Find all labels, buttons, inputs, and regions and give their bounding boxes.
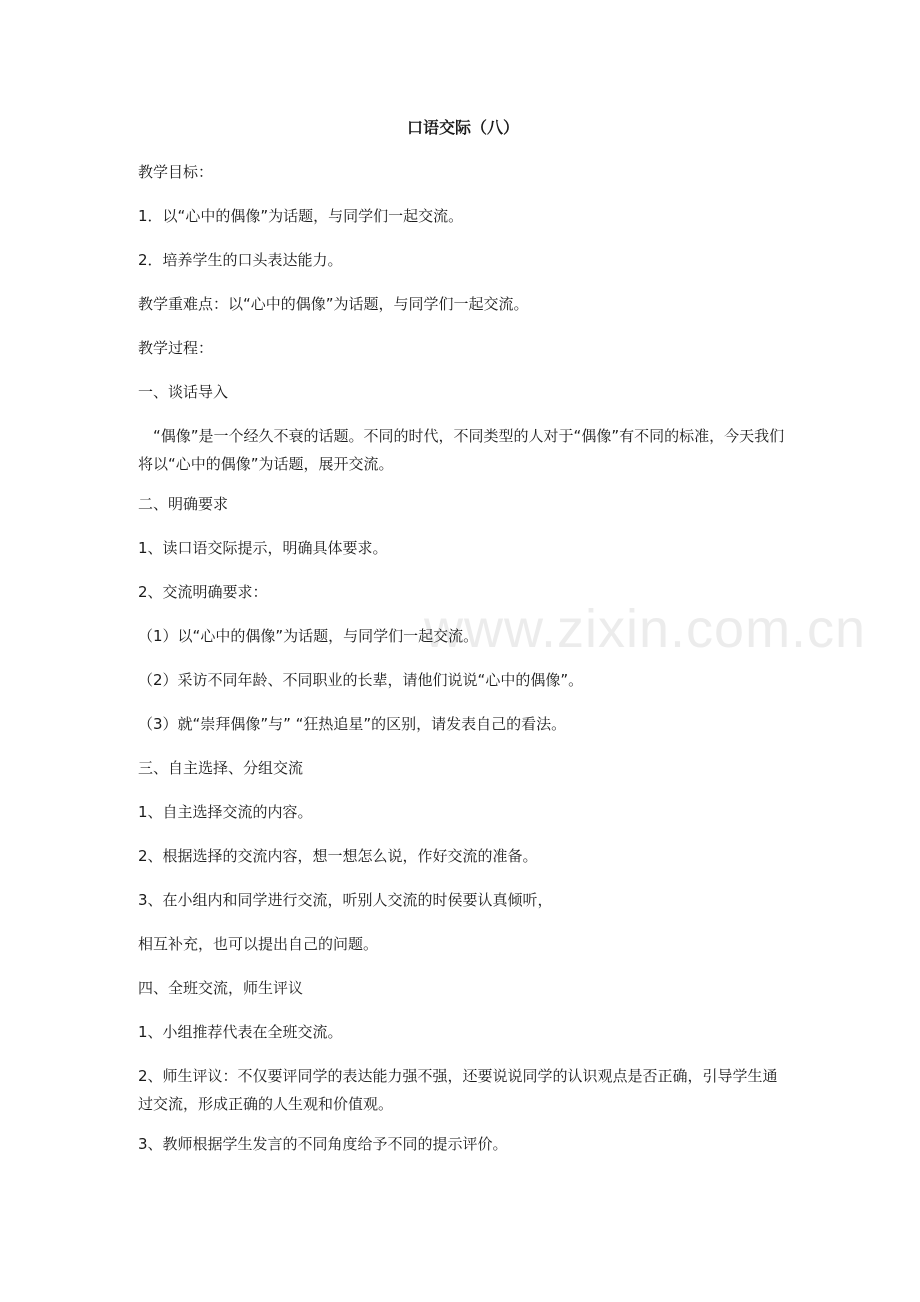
- paragraph: （3）就“崇拜偶像”与” “狂热追星”的区别，请发表自己的看法。: [138, 715, 567, 733]
- paragraph: 2、交流明确要求：: [138, 583, 268, 601]
- paragraph: 相互补充，也可以提出自己的问题。: [138, 935, 379, 953]
- paragraph: 3、教师根据学生发言的不同角度给予不同的提示评价。: [138, 1135, 508, 1153]
- paragraph: 1．以“心中的偶像”为话题，与同学们一起交流。: [138, 207, 464, 225]
- paragraph: 1、自主选择交流的内容。: [138, 803, 313, 821]
- paragraph: 2、根据选择的交流内容，想一想怎么说，作好交流的准备。: [138, 847, 538, 865]
- paragraph: 教学重难点：以“心中的偶像”为话题，与同学们一起交流。: [138, 295, 529, 313]
- paragraph: 2、师生评议：不仅要评同学的表达能力强不强，还要说说同学的认识观点是否正确，引导学生通过交流，形成正确的人生观和价值观。: [138, 1067, 778, 1113]
- document-title: 口语交际（八）: [406, 118, 519, 137]
- paragraph: 3、在小组内和同学进行交流，听别人交流的时侯要认真倾听，: [138, 891, 553, 909]
- paragraph: 教学目标：: [138, 163, 214, 181]
- section-heading: 二、明确要求: [138, 495, 229, 513]
- section-heading: 一、谈话导入: [138, 383, 229, 401]
- paragraph: 教学过程：: [138, 339, 214, 357]
- paragraph: 1、小组推荐代表在全班交流。: [138, 1023, 343, 1041]
- section-heading: 三、自主选择、分组交流: [138, 759, 304, 777]
- document-body: [138, 114, 788, 1174]
- paragraph: 2．培养学生的口头表达能力。: [138, 251, 343, 269]
- section-heading: 四、全班交流，师生评议: [138, 979, 304, 997]
- paragraph: （1）以“心中的偶像”为话题，与同学们一起交流。: [138, 627, 479, 645]
- watermark: www.zixin.com.cn: [424, 599, 867, 659]
- paragraph: “偶像”是一个经久不衰的话题。不同的时代，不同类型的人对于“偶像”有不同的标准，今天我们将以“心中的偶像”为话题，展开交流。: [138, 427, 785, 473]
- paragraph: 1、读口语交际提示，明确具体要求。: [138, 539, 388, 557]
- paragraph: （2）采访不同年龄、不同职业的长辈，请他们说说“心中的偶像”。: [138, 671, 584, 689]
